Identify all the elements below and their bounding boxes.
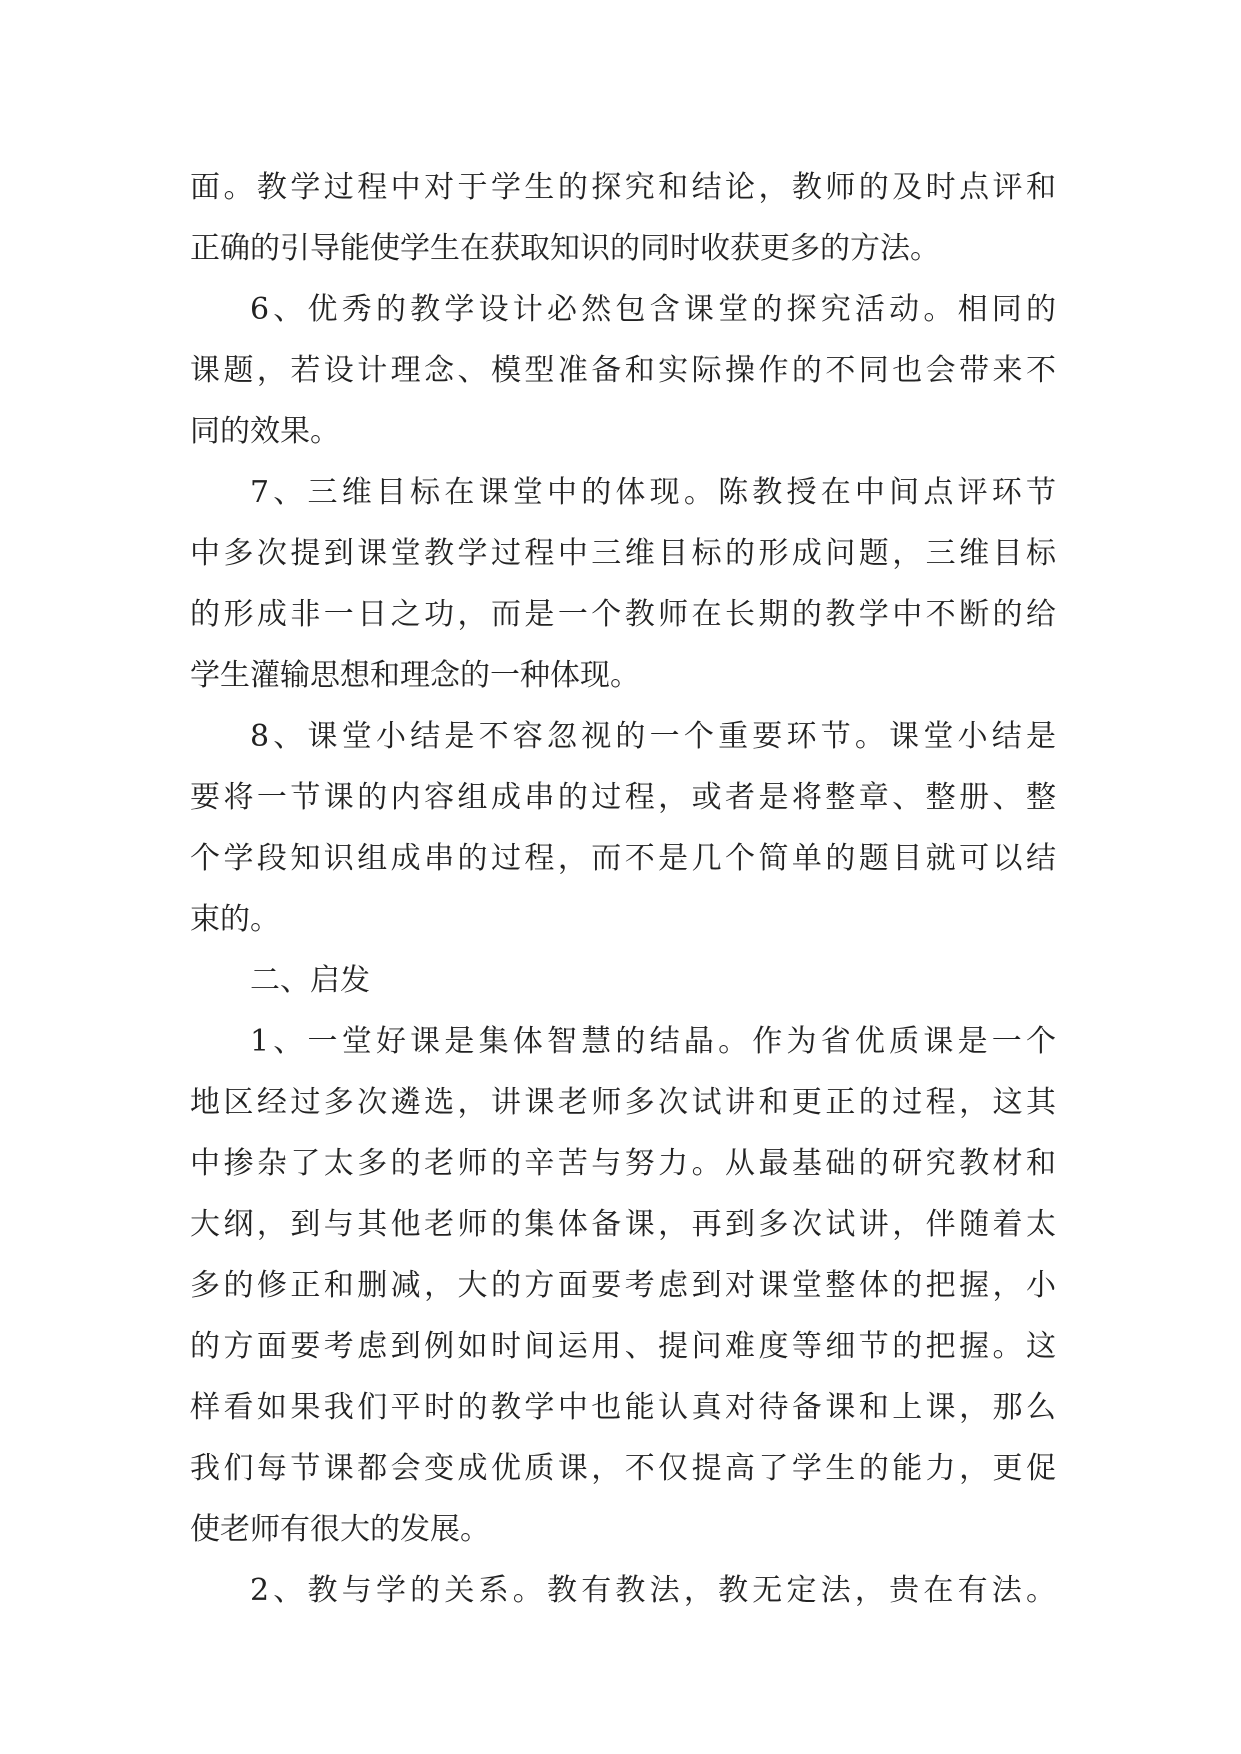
body-line: 正确的引导能使学生在获取知识的同时收获更多的方法。 [190, 231, 940, 266]
body-line: 课题，若设计理念、模型准备和实际操作的不同也会带来不 [190, 353, 1056, 388]
body-line: 我们每节课都会变成优质课，不仅提高了学生的能力，更促 [190, 1451, 1056, 1486]
body-line: 面。教学过程中对于学生的探究和结论，教师的及时点评和 [190, 170, 1056, 205]
body-line: 的方面要考虑到例如时间运用、提问难度等细节的把握。这 [190, 1329, 1056, 1364]
body-line: 同的效果。 [190, 414, 340, 449]
paragraph-first-line: 1、一堂好课是集体智慧的结晶。作为省优质课是一个 [250, 1024, 1056, 1059]
body-line: 样看如果我们平时的教学中也能认真对待备课和上课，那么 [190, 1390, 1056, 1425]
body-line: 大纲，到与其他老师的集体备课，再到多次试讲，伴随着太 [190, 1207, 1056, 1242]
paragraph-first-line: 7、三维目标在课堂中的体现。陈教授在中间点评环节 [250, 475, 1056, 510]
body-line: 使老师有很大的发展。 [190, 1512, 490, 1547]
body-line: 多的修正和删减，大的方面要考虑到对课堂整体的把握，小 [190, 1268, 1056, 1303]
paragraph-first-line: 8、课堂小结是不容忽视的一个重要环节。课堂小结是 [250, 719, 1056, 754]
body-line: 个学段知识组成串的过程，而不是几个简单的题目就可以结 [190, 841, 1056, 876]
document-body [190, 157, 1056, 1621]
body-line: 的形成非一日之功，而是一个教师在长期的教学中不断的给 [190, 597, 1056, 632]
body-line: 地区经过多次遴选，讲课老师多次试讲和更正的过程，这其 [190, 1085, 1056, 1120]
paragraph-first-line: 2、教与学的关系。教有教法，教无定法，贵在有法。 [250, 1573, 1056, 1608]
body-line: 学生灌输思想和理念的一种体现。 [190, 658, 640, 693]
section-heading: 二、启发 [250, 963, 370, 998]
body-line: 束的。 [190, 902, 280, 937]
body-line: 中多次提到课堂教学过程中三维目标的形成问题，三维目标 [190, 536, 1056, 571]
body-line: 要将一节课的内容组成串的过程，或者是将整章、整册、整 [190, 780, 1056, 815]
paragraph-first-line: 6、优秀的教学设计必然包含课堂的探究活动。相同的 [250, 292, 1056, 327]
body-line: 中掺杂了太多的老师的辛苦与努力。从最基础的研究教材和 [190, 1146, 1056, 1181]
